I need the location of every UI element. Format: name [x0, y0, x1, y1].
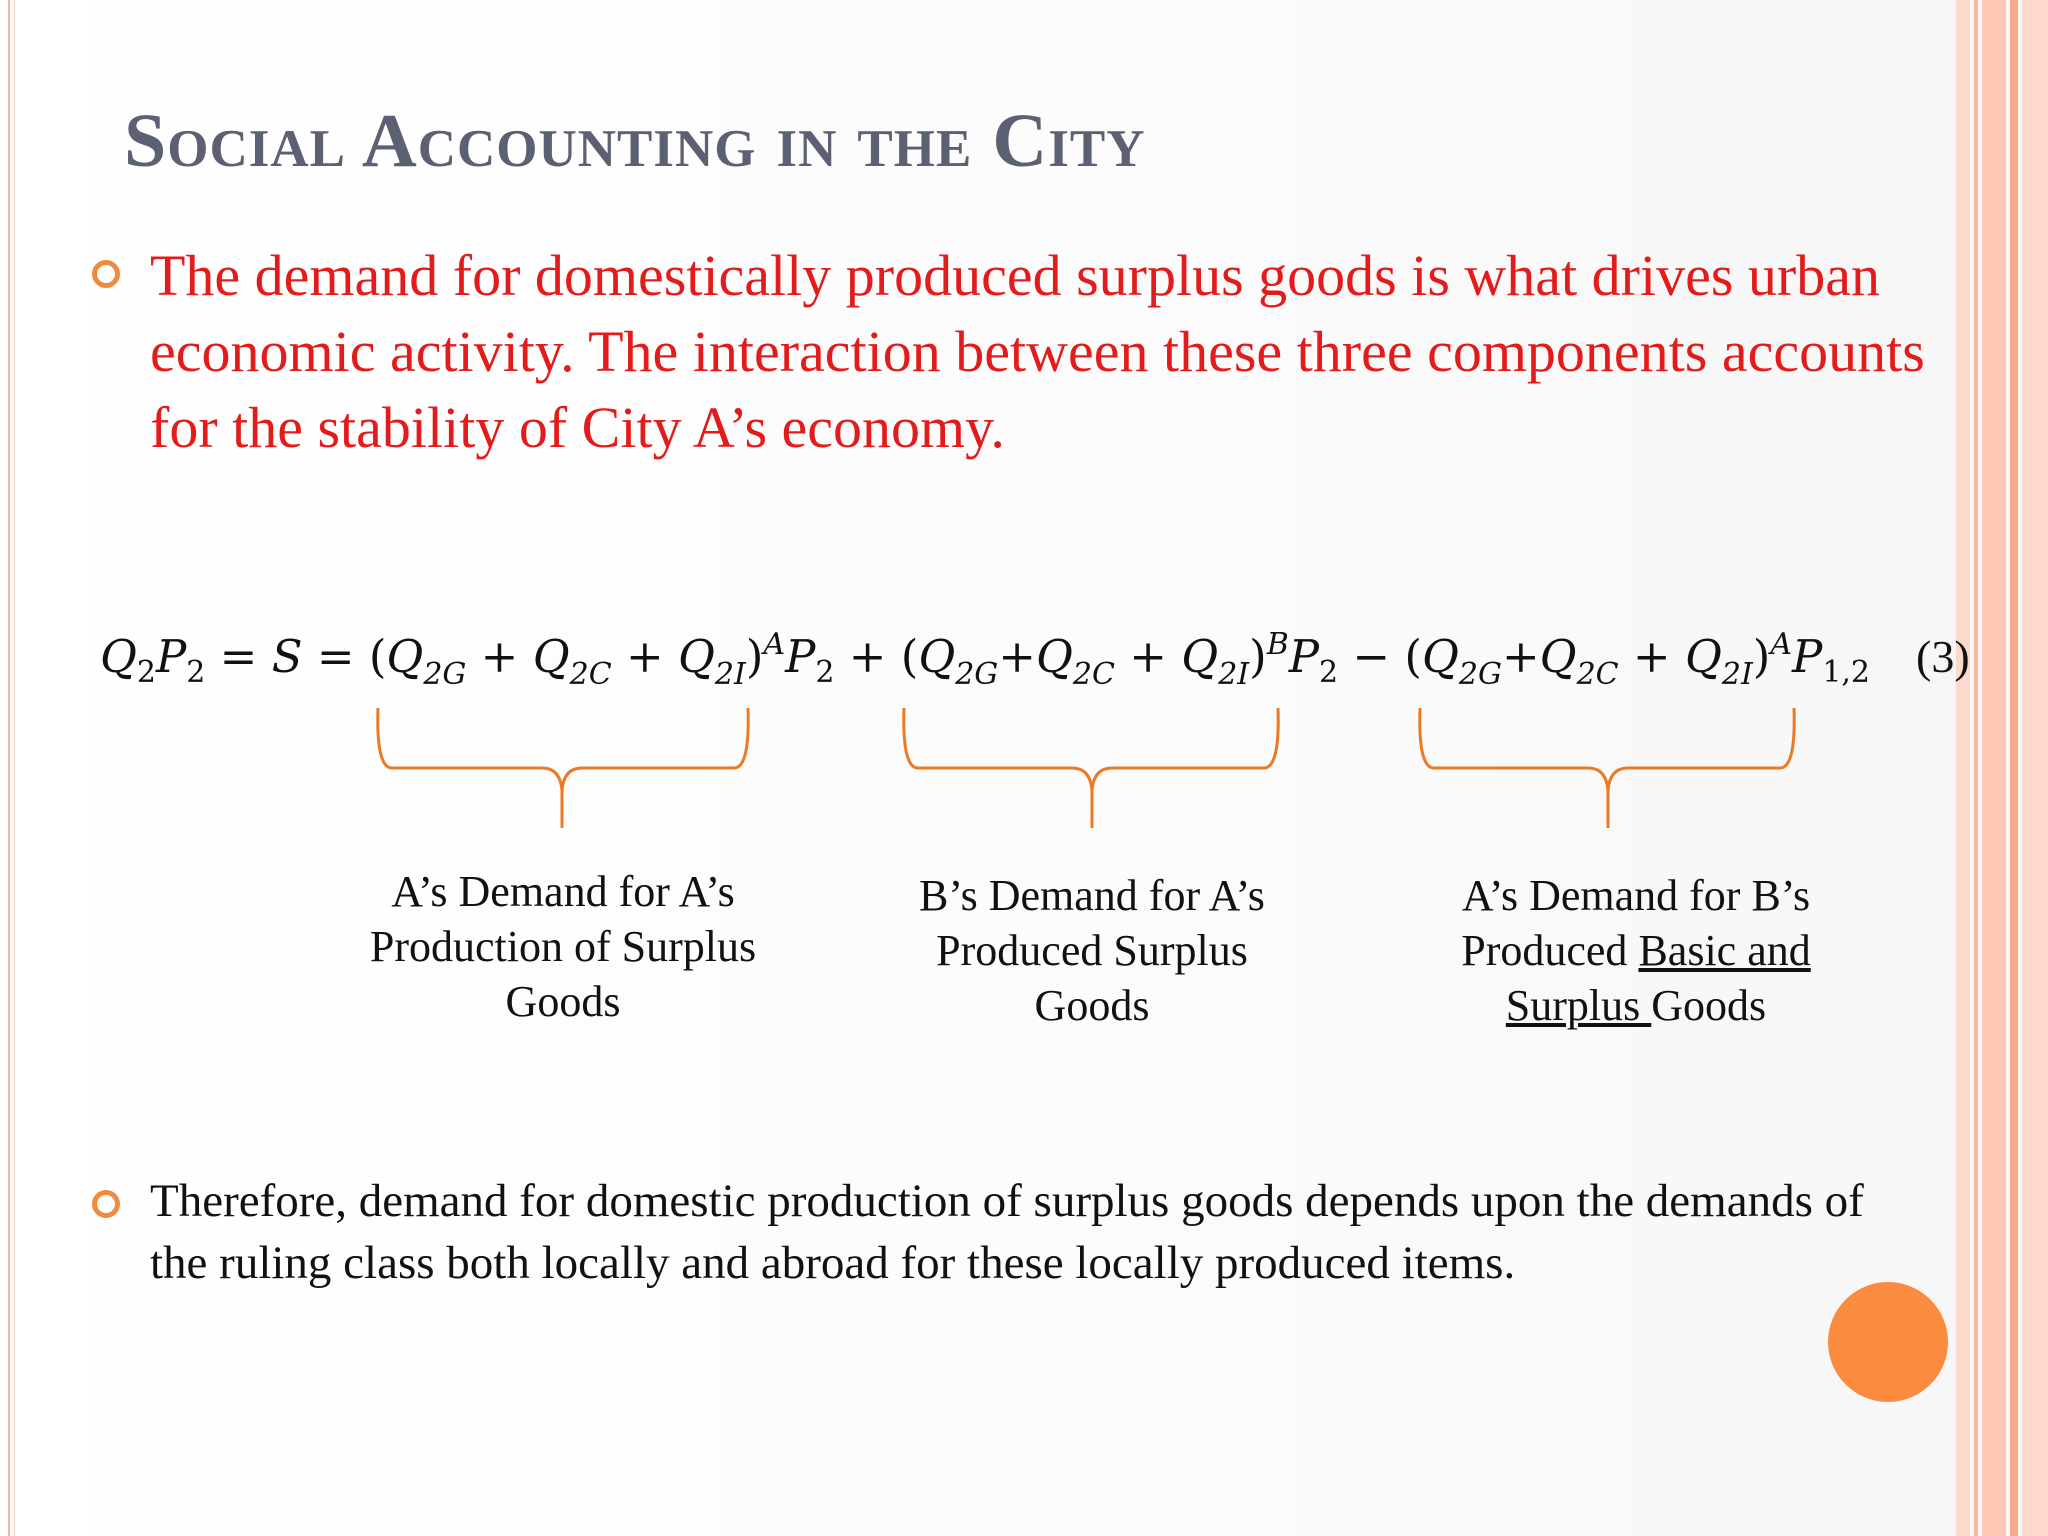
- bullet-circle-icon: [92, 1190, 120, 1218]
- label-line: A’s Demand for B’s: [1461, 871, 1811, 920]
- label-line: Goods: [1034, 981, 1150, 1030]
- right-decorative-stripes: [1956, 0, 2048, 1536]
- label-underlined-text: Basic and: [1638, 926, 1811, 975]
- label-text: Goods: [1651, 981, 1767, 1030]
- label-line: B’s Demand for A’s: [919, 871, 1265, 920]
- decorative-orange-circle: [1828, 1282, 1948, 1402]
- label-line: Goods: [505, 977, 621, 1026]
- bullet-circle-icon: [92, 260, 120, 288]
- label-b-demand-for-a: [852, 868, 1332, 1033]
- label-line: [1396, 923, 1876, 978]
- label-underlined-text: Surplus: [1505, 981, 1652, 1030]
- label-line: Production of Surplus: [369, 922, 757, 971]
- label-a-demand-for-a: [312, 864, 814, 1029]
- equation-number: (3): [1916, 631, 1970, 682]
- label-a-demand-for-b: [1396, 868, 1876, 1033]
- label-line: A’s Demand for A’s: [391, 867, 735, 916]
- label-line: [1396, 978, 1876, 1033]
- equation: [100, 620, 1980, 710]
- bullet-text-demand-drivers: The demand for domestically produced surplus goods is what drives urban economic activity. The interaction between these three components accounts for the stability of City A’s economy.: [150, 243, 1925, 460]
- slide-title: Social Accounting in the City: [124, 99, 1146, 183]
- label-text: Produced: [1461, 926, 1639, 975]
- label-line: Produced Surplus: [936, 926, 1248, 975]
- svg-text:Q2P2 = S = (Q2G + Q2C + Q2I)AP: $Q_2P_2 = S = (Q_{2G} + Q_{2C} + Q_{2I})^AP_2 + (Q_{2G}+Q_{2C} + Q_{2I})^BP_2 - (Q_{2G}+Q_{2C} + Q_{2I})^AP_{1,2}$: [100, 627, 1871, 692]
- bullet-text-ruling-class: Therefore, demand for domestic production of surplus goods depends upon the demands of the ruling class both locally and abroad for these locally produced items.: [150, 1175, 1864, 1289]
- left-border-line-inner: [14, 0, 15, 1536]
- left-border-line: [8, 0, 10, 1536]
